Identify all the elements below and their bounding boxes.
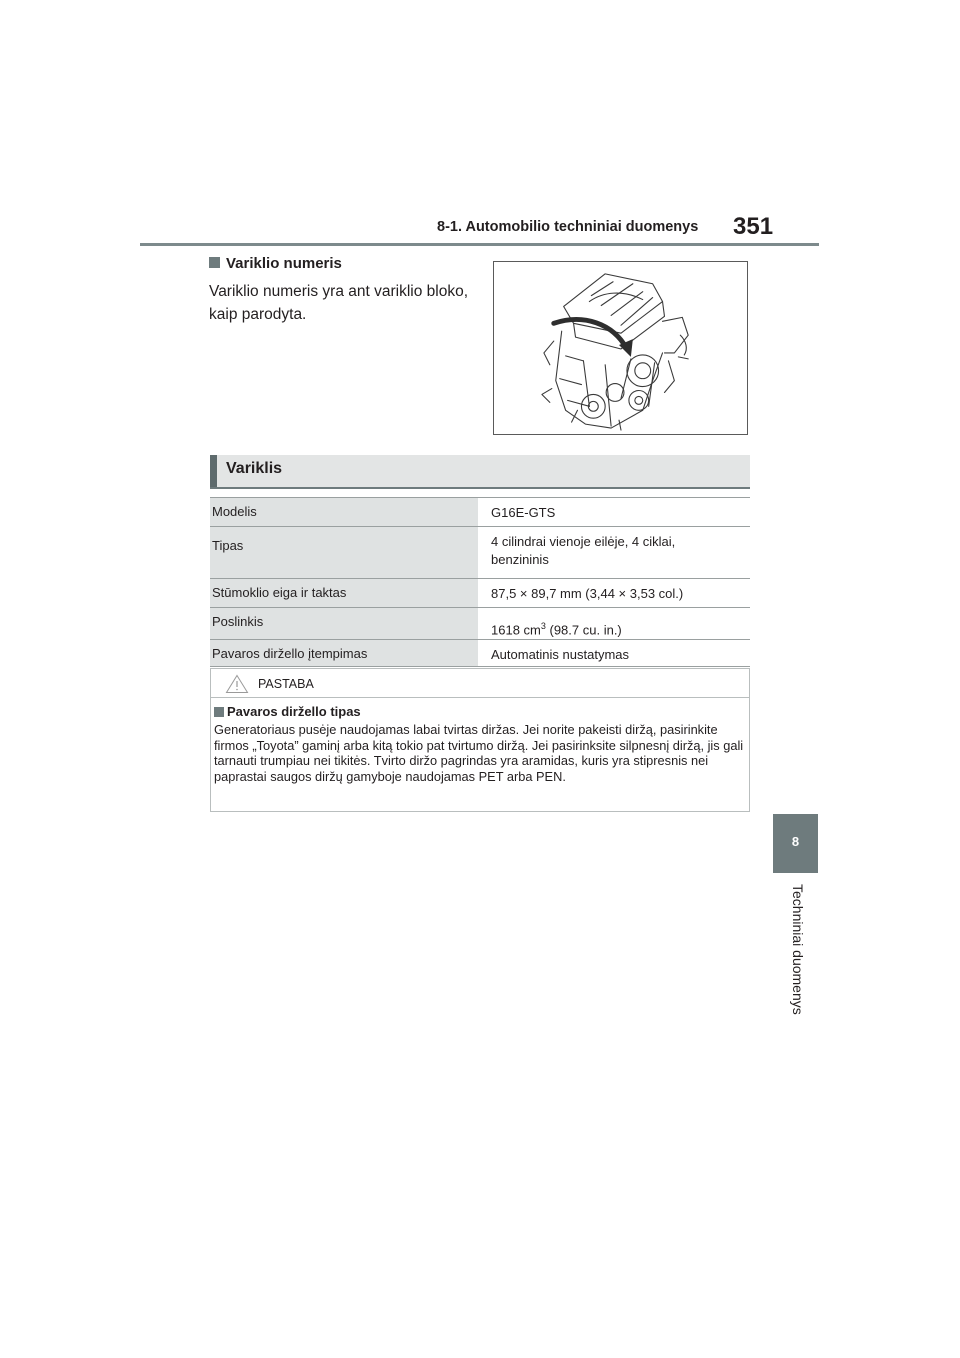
note-subheading-text: Pavaros diržello tipas <box>227 704 361 719</box>
table-row <box>210 498 750 527</box>
page-number: 351 <box>733 213 774 240</box>
table-row <box>210 608 750 640</box>
spec-value-line: benzininis <box>491 552 549 567</box>
spec-label: Pavaros diržello įtempimas <box>210 640 479 667</box>
note-box <box>210 668 750 812</box>
displacement-unit-exponent: 3 <box>540 621 546 631</box>
spec-value <box>479 527 751 579</box>
note-label: PASTABA <box>258 677 314 691</box>
chapter-label: Techniniai duomenys <box>790 884 806 1015</box>
table-row <box>210 579 750 608</box>
header-rule <box>140 243 819 246</box>
warning-triangle-icon <box>225 674 249 694</box>
displacement-value: 1618 cm <box>491 622 541 638</box>
note-body: Generatoriaus pusėje naudojamas labai tvirtas diržas. Jei norite pakeisti diržą, pasirinkite firmos „Toyota” gaminį arba kitą tokio pat tvirtumo diržą. Jei pasirinksite silpnesnį diržą, jis gali tarnauti trumpiau nei tikitės. Tvirto diržo pagrindas yra aramidas, kuris yra stipresnis nei paprastai saugos diržų gamyboje naudojamas PET arba PEN. <box>214 722 744 784</box>
section-title: Variklis <box>226 460 283 477</box>
note-header <box>211 669 749 698</box>
engine-number-heading <box>209 255 342 272</box>
section-band <box>210 455 750 489</box>
square-bullet-icon <box>214 707 224 717</box>
engine-number-text: Variklio numeris yra ant variklio bloko, kaip parodyta. <box>209 283 469 323</box>
table-row <box>210 640 750 667</box>
spec-label: Modelis <box>210 498 479 527</box>
note-subheading <box>214 704 361 719</box>
table-row <box>210 527 750 579</box>
displacement-imperial: (98.7 cu. in.) <box>545 622 622 638</box>
section-header: 8-1. Automobilio techniniai duomenys <box>437 219 699 235</box>
square-bullet-icon <box>209 257 220 268</box>
engine-drawing <box>494 262 747 434</box>
spec-label: Tipas <box>210 527 479 579</box>
spec-label: Poslinkis <box>210 608 479 640</box>
chapter-tab[interactable] <box>773 814 818 873</box>
spec-label: Stūmoklio eiga ir taktas <box>210 579 479 608</box>
engine-illustration <box>493 261 748 435</box>
section-band-marker <box>210 455 217 487</box>
spec-value: Automatinis nustatymas <box>479 640 751 667</box>
spec-value: G16E-GTS <box>479 498 751 527</box>
spec-table <box>210 497 750 667</box>
engine-number-heading-text: Variklio numeris <box>226 255 342 272</box>
chapter-number: 8 <box>791 834 800 849</box>
spec-value-line: 4 cilindrai vienoje eilėje, 4 ciklai, <box>491 534 676 549</box>
spec-value <box>479 608 751 640</box>
spec-value: 87,5 × 89,7 mm (3,44 × 3,53 col.) <box>479 579 751 608</box>
